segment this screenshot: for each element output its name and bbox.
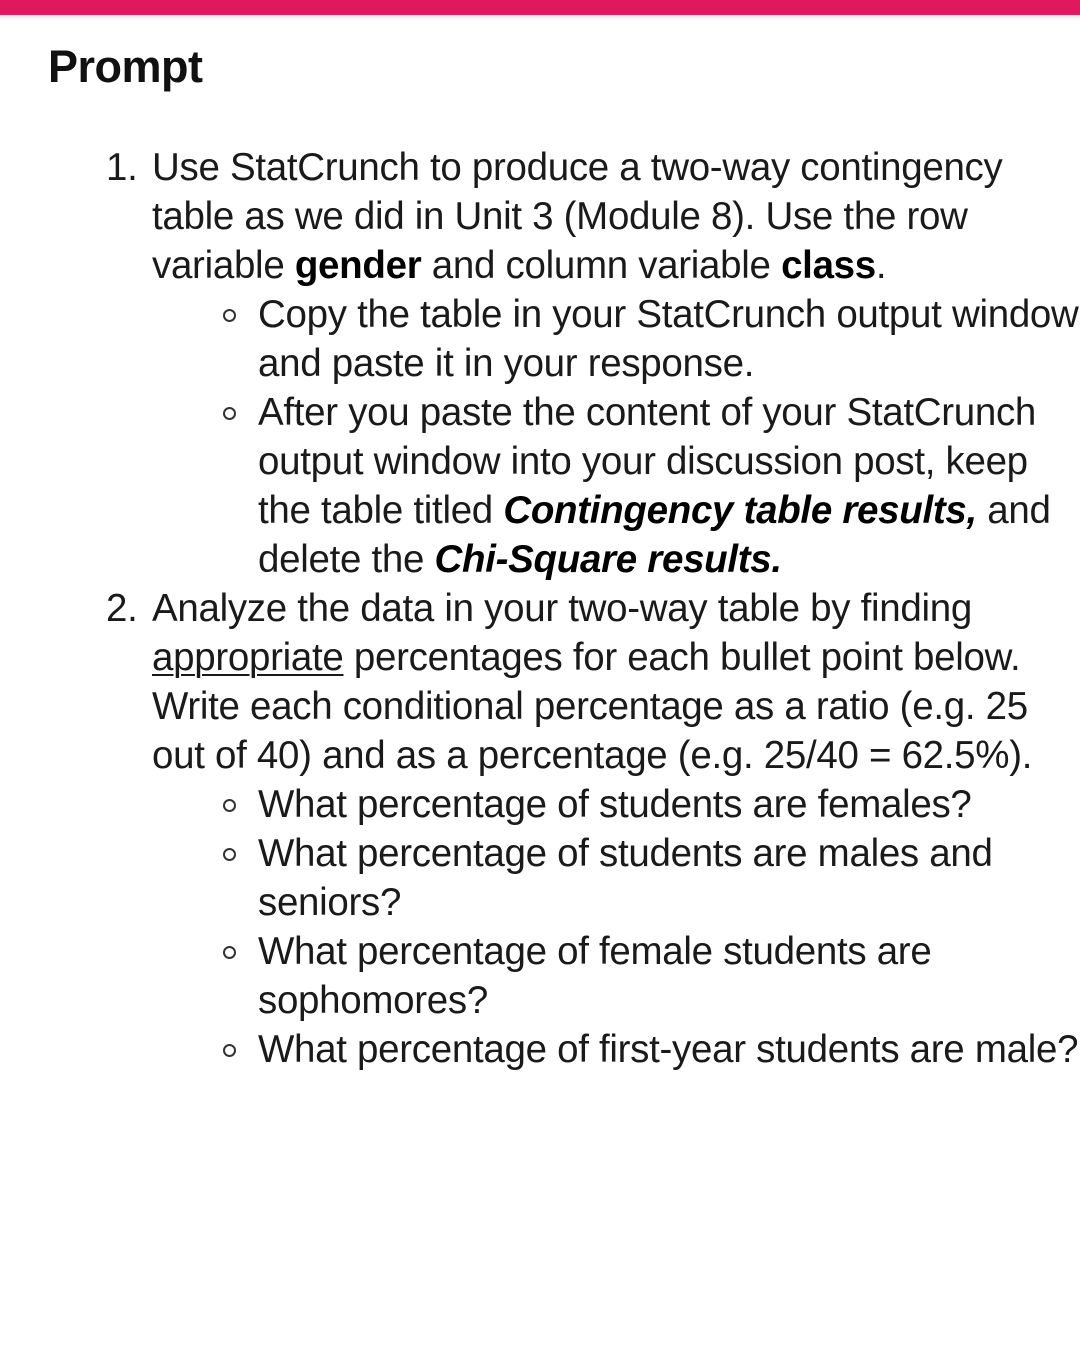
circle-bullet-icon bbox=[223, 309, 236, 322]
circle-bullet-icon bbox=[223, 1044, 236, 1057]
circle-bullet-icon bbox=[223, 946, 236, 959]
sub-item bbox=[258, 1025, 1080, 1074]
top-accent-bar bbox=[0, 0, 1080, 15]
bold-italic-contingency: Contingency table results, bbox=[503, 489, 977, 532]
sub-item-text-b: and delete the bbox=[258, 489, 1051, 581]
sub-item-text: What percentage of first-year students are male? bbox=[258, 1028, 1079, 1071]
numbered-list bbox=[0, 143, 1080, 1074]
sub-item bbox=[258, 780, 1080, 829]
item-1-text: Use StatCrunch to produce a two-way contingency table as we did in Unit 3 (Module 8). Use the row variable bbox=[152, 146, 1003, 287]
sub-item bbox=[258, 388, 1080, 584]
sub-item-text: What percentage of students are males and seniors? bbox=[258, 832, 993, 924]
bold-class: class bbox=[781, 244, 876, 287]
sub-item-text: After you paste the content of your StatCrunch output window into your discussion post, keep the table titled bbox=[258, 391, 1037, 532]
top-bar-shadow bbox=[0, 15, 1080, 21]
sub-item-text: What percentage of female students are sophomores? bbox=[258, 930, 932, 1022]
list-number: 2. bbox=[106, 587, 138, 630]
circle-bullet-icon bbox=[223, 799, 236, 812]
list-item-1 bbox=[106, 143, 1080, 584]
page-title: Prompt bbox=[48, 41, 203, 92]
sub-list-1 bbox=[152, 290, 1080, 584]
sub-item bbox=[258, 927, 1080, 1025]
prompt-content bbox=[0, 143, 1080, 1074]
sub-list-2 bbox=[152, 780, 1080, 1074]
sub-item-text: Copy the table in your StatCrunch output window and paste it in your response. bbox=[258, 293, 1079, 385]
item-1-text-c: . bbox=[875, 244, 887, 287]
circle-bullet-icon bbox=[223, 848, 236, 861]
underlined-appropriate: appropriate bbox=[152, 636, 344, 679]
sub-item bbox=[258, 829, 1080, 927]
item-2-text-b: percentages for each bullet point below. Write each conditional percentage as a ratio (e.g. 25 out of 40) and as a percentage (e.g. 25/40 = 62.5%). bbox=[152, 636, 1033, 777]
sub-item-text: What percentage of students are females? bbox=[258, 783, 972, 826]
item-1-text-b: and column variable bbox=[421, 244, 782, 287]
list-number: 1. bbox=[106, 146, 138, 189]
list-item-2 bbox=[106, 584, 1080, 1074]
bold-gender: gender bbox=[294, 244, 422, 287]
circle-bullet-icon bbox=[223, 407, 236, 420]
bold-italic-chi-square: Chi-Square results. bbox=[434, 538, 782, 581]
sub-item bbox=[258, 290, 1080, 388]
item-2-text: Analyze the data in your two-way table by finding bbox=[152, 587, 972, 630]
